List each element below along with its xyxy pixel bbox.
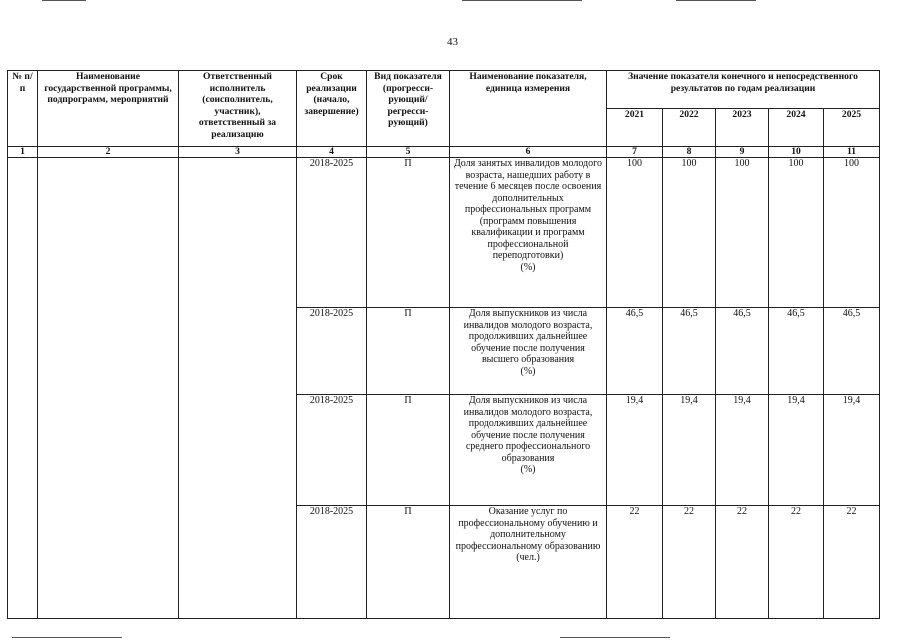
- header-year: 2024: [769, 109, 824, 147]
- column-number: 8: [663, 147, 716, 158]
- cell-type: П: [367, 308, 450, 395]
- column-number: 5: [367, 147, 450, 158]
- column-number: 2: [38, 147, 179, 158]
- column-number: 1: [8, 147, 38, 158]
- header-responsible: Ответственный исполнитель (соисполнитель, участник), ответственный за реализацию: [179, 71, 297, 147]
- cell-indicator: [450, 308, 607, 395]
- cell-term: 2018-2025: [297, 308, 367, 395]
- indicator-unit: (чел.): [516, 552, 540, 563]
- cell-value: 22: [824, 506, 880, 619]
- header-num: № п/п: [8, 71, 38, 147]
- scan-line-top-left: [42, 0, 86, 1]
- cell-value: 100: [824, 158, 880, 308]
- header-year: 2022: [663, 109, 716, 147]
- cell-value: 46,5: [663, 308, 716, 395]
- scan-line-bottom-left: [12, 637, 122, 638]
- header-year: 2023: [716, 109, 769, 147]
- cell-value: 46,5: [716, 308, 769, 395]
- cell-indicator: [450, 395, 607, 506]
- indicator-unit: (%): [520, 261, 536, 273]
- cell-value: 22: [716, 506, 769, 619]
- cell-term: 2018-2025: [297, 506, 367, 619]
- header-type: Вид показателя (прогресси- рующий/ регресси- рующий): [367, 71, 450, 147]
- header-indicator: Наименование показателя, единица измерения: [450, 71, 607, 147]
- cell-value: 46,5: [607, 308, 663, 395]
- cell-value: 46,5: [769, 308, 824, 395]
- cell-num-empty: [8, 158, 38, 619]
- cell-type: П: [367, 506, 450, 619]
- column-number: 10: [769, 147, 824, 158]
- cell-value: 46,5: [824, 308, 880, 395]
- scan-line-bottom-right: [560, 637, 670, 638]
- header-program: Наименование государственной программы, подпрограмм, мероприятий: [38, 71, 179, 147]
- column-number-row: [8, 147, 880, 158]
- column-number: 4: [297, 147, 367, 158]
- indicator-table: [7, 70, 880, 619]
- table-row: [8, 158, 880, 308]
- scan-line-top-mid: [462, 0, 582, 1]
- indicator-unit: (%): [520, 464, 536, 475]
- cell-value: 19,4: [716, 395, 769, 506]
- indicator-text: Доля выпускников из числа инвалидов молодого возраста, продолживших дальнейшее обучение после получения среднего профессионального образования: [463, 395, 593, 464]
- cell-value: 100: [663, 158, 716, 308]
- column-number: 6: [450, 147, 607, 158]
- indicator-unit: (%): [520, 365, 536, 377]
- cell-term: 2018-2025: [297, 158, 367, 308]
- cell-indicator: [450, 158, 607, 308]
- header-term: Срок реализации (начало, завершение): [297, 71, 367, 147]
- column-number: 7: [607, 147, 663, 158]
- indicator-text: Доля выпускников из числа инвалидов молодого возраста, продолживших дальнейшее обучение после получения высшего образования: [463, 308, 593, 365]
- cell-value: 22: [663, 506, 716, 619]
- column-number: 11: [824, 147, 880, 158]
- cell-type: П: [367, 395, 450, 506]
- cell-value: 19,4: [769, 395, 824, 506]
- cell-value: 22: [607, 506, 663, 619]
- cell-value: 100: [607, 158, 663, 308]
- cell-value: 100: [769, 158, 824, 308]
- cell-value: 100: [716, 158, 769, 308]
- page-number: 43: [447, 36, 458, 48]
- cell-value: 19,4: [607, 395, 663, 506]
- column-number: 3: [179, 147, 297, 158]
- cell-value: 22: [769, 506, 824, 619]
- indicator-text: Оказание услуг по профессиональному обучению и дополнительному профессиональному образованию: [455, 506, 601, 552]
- cell-program-empty: [38, 158, 179, 619]
- scan-line-top-right: [676, 0, 756, 1]
- header-values: Значение показателя конечного и непосредственного результатов по годам реализации: [607, 71, 880, 109]
- cell-value: 19,4: [824, 395, 880, 506]
- cell-type: П: [367, 158, 450, 308]
- header-year: 2021: [607, 109, 663, 147]
- cell-indicator: [450, 506, 607, 619]
- indicator-text: Доля занятых инвалидов молодого возраста, нашедших работу в течение 6 месяцев после освоения дополнительных профессиональных программ (программ повышения квалификации и программ профессиональной переподготовки): [453, 158, 603, 261]
- column-number: 9: [716, 147, 769, 158]
- cell-term: 2018-2025: [297, 395, 367, 506]
- header-year: 2025: [824, 109, 880, 147]
- cell-responsible-empty: [179, 158, 297, 619]
- cell-value: 19,4: [663, 395, 716, 506]
